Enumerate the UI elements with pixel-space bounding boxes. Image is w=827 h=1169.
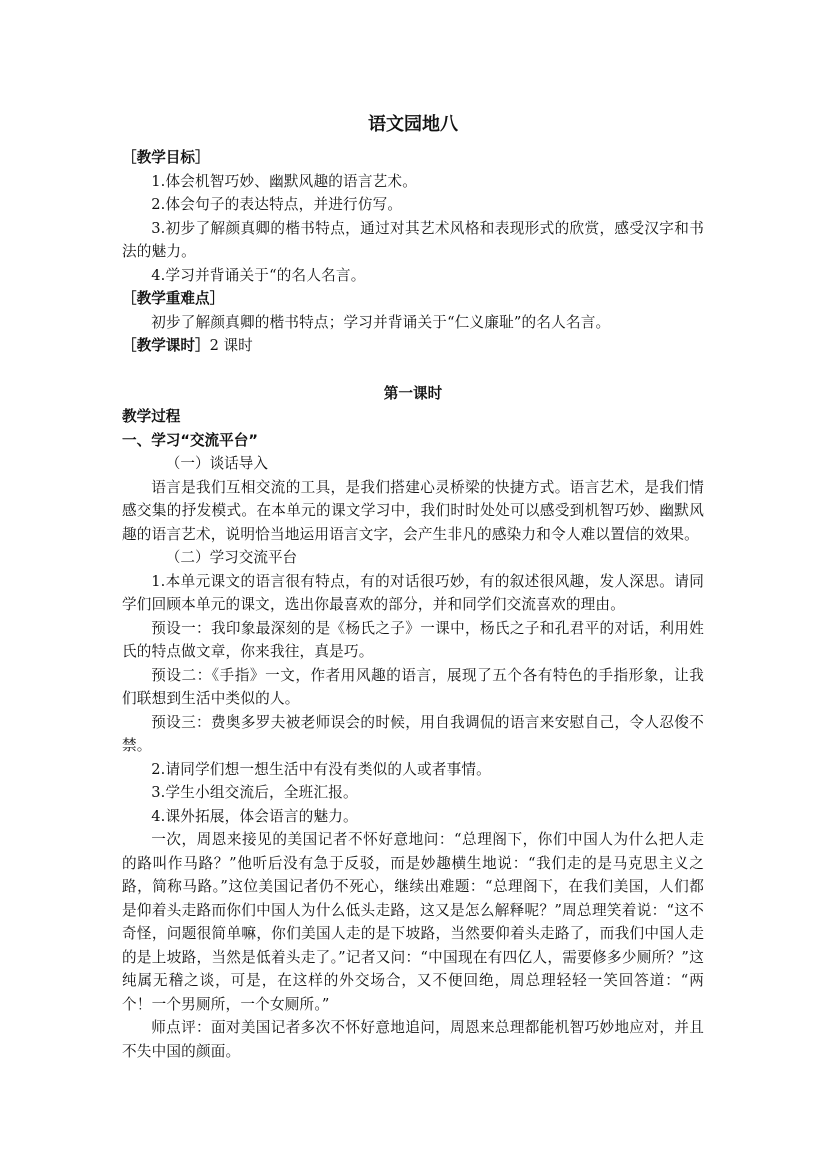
preset-answer: 预设一：我印象最深刻的是《杨氏之子》一课中，杨氏之子和孔君平的对话，利用姓氏的特点做文章，你来我往，真是巧。 (122, 619, 704, 660)
objectives-heading: ［教学目标］ (122, 149, 210, 166)
subsection-heading: （一）谈话导入 (165, 455, 268, 472)
step-item: 4.课外拓展，体会语言的魅力。 (151, 807, 358, 825)
key-points-heading: ［教学重难点］ (122, 290, 225, 307)
objective-item: 1.体会机智巧妙、幽默风趣的语言艺术。 (151, 172, 418, 190)
key-points-text: 初步了解颜真卿的楷书特点；学习并背诵关于“仁义廉耻”的名人名言。 (151, 313, 611, 331)
objective-item: 4.学习并背诵关于“的名人名言。 (151, 266, 366, 284)
preset-answer: 预设三：费奥多罗夫被老师误会的时候，用自我调侃的语言来安慰自己，令人忍俊不禁。 (122, 713, 704, 754)
story-paragraph: 一次，周恩来接见的美国记者不怀好意地问：“总理阁下，你们中国人为什么把人走的路叫作马路？”他听后没有急于反驳，而是妙趣横生地说：“我们走的是马克思主义之路，简称马路。”这位美国记者仍不死心，继续出难题：“总理阁下，在我们美国，人们都是仰着头走路而你们中国人为什么低头走路，这又是怎么解释呢？”周总理笑着说：“这不奇怪，问题很简单嘛，你们美国人走的是下坡路，当然要仰着头走路了，而我们中国人走的是上坡路，当然是低着头走了。”记者又问：“中国现在有四亿人，需要修多少厕所？”这纯属无稽之谈，可是，在这样的外交场合，又不便回绝，周总理轻轻一笑回答道：“两个！一个男厕所，一个女厕所。” (122, 831, 704, 1013)
document-page (122, 112, 704, 1063)
class-hours-heading: ［教学课时］ (122, 337, 210, 354)
intro-paragraph: 语言是我们互相交流的工具，是我们搭建心灵桥梁的快捷方式。语言艺术，是我们情感交集的抒发模式。在本单元的课文学习中，我们时时处处可以感受到机智巧妙、幽默风趣的语言艺术，说明恰当地运用语言文字，会产生非凡的感染力和令人难以置信的效果。 (122, 478, 704, 543)
preset-answer: 预设二：《手指》一文，作者用风趣的语言，展现了五个各有特色的手指形象，让我们联想到生活中类似的人。 (122, 666, 704, 707)
objective-item: 3.初步了解颜真卿的楷书特点，通过对其艺术风格和表现形式的欣赏，感受汉字和书法的魅力。 (122, 219, 704, 260)
process-heading: 教学过程 (122, 408, 181, 425)
class-hours-value: 2 课时 (209, 337, 253, 354)
lesson-heading: 第一课时 (383, 384, 443, 402)
step-item: 3.学生小组交流后，全班汇报。 (151, 784, 358, 801)
step-item: 1.本单元课文的语言很有特点，有的对话很巧妙，有的叙述很风趣，发人深思。请同学们回顾本单元的课文，选出你最喜欢的部分，并和同学们交流喜欢的理由。 (122, 572, 704, 613)
step-item: 2.请同学们想一想生活中有没有类似的人或者事情。 (151, 760, 491, 778)
class-hours-line (122, 334, 704, 358)
subsection-heading: （二）学习交流平台 (165, 549, 298, 566)
teacher-comment: 师点评：面对美国记者多次不怀好意地追问，周恩来总理都能机智巧妙地应对，并且不失中国的颜面。 (122, 1019, 704, 1060)
objective-item: 2.体会句子的表达特点，并进行仿写。 (151, 196, 403, 213)
document-title: 语文园地八 (368, 114, 458, 135)
part-heading: 一、学习“交流平台” (122, 431, 258, 449)
